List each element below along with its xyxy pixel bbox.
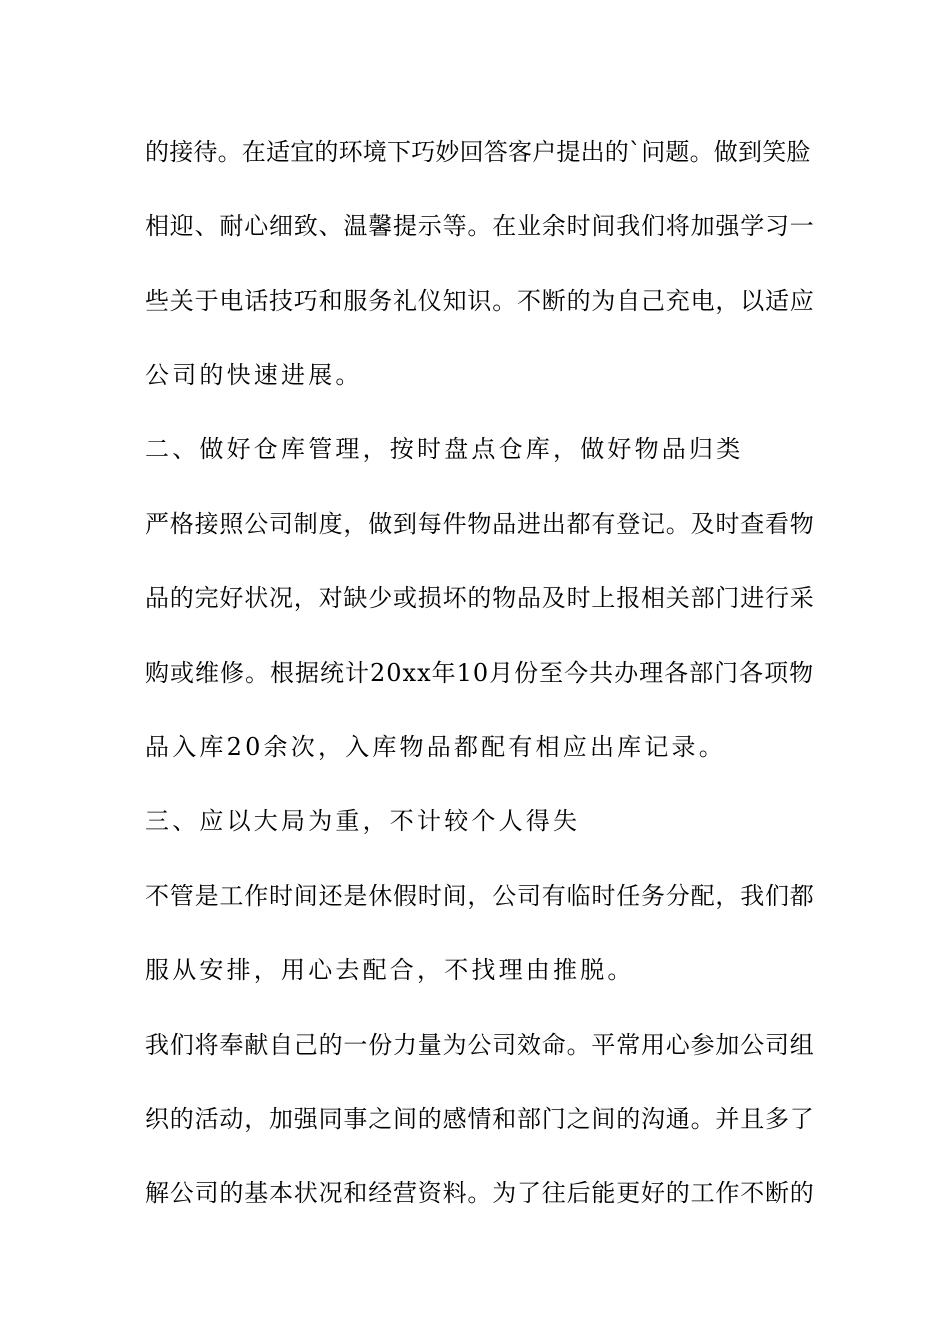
text-line-2: 相迎、耐心细致、温馨提示等。在业余时间我们将加强学习一: [145, 212, 815, 240]
text-line-15: 解公司的基本状况和经营资料。为了往后能更好的工作不断的: [145, 1179, 815, 1207]
text-line-1: 的接待。在适宜的环境下巧妙回答客户提出的`问题。做到笑脸: [145, 138, 811, 166]
text-line-11: 不管是工作时间还是休假时间，公司有临时任务分配，我们都: [145, 882, 815, 910]
section-heading-3: 三、应以大局为重，不计较个人得失: [145, 807, 581, 835]
text-line-3: 些关于电话技巧和服务礼仪知识。不断的为自己充电，以适应: [145, 287, 815, 315]
section-heading-2: 二、做好仓库管理，按时盘点仓库，做好物品归类: [145, 435, 744, 463]
text-line-8: 购或维修。根据统计20xx年10月份至今共办理各部门各项物: [145, 659, 815, 687]
text-line-7: 品的完好状况，对缺少或损坏的物品及时上报相关部门进行采: [145, 584, 815, 612]
text-line-13: 我们将奉献自己的一份力量为公司效命。平常用心参加公司组: [145, 1031, 815, 1059]
text-line-9: 品入库20余次，入库物品都配有相应出库记录。: [145, 733, 726, 761]
text-line-14: 织的活动，加强同事之间的感情和部门之间的沟通。并且多了: [145, 1105, 815, 1133]
text-line-12: 服从安排，用心去配合，不找理由推脱。: [145, 956, 635, 984]
text-line-4: 公司的快速进展。: [145, 361, 363, 389]
text-line-6: 严格接照公司制度，做到每件物品进出都有登记。及时查看物: [145, 510, 815, 538]
